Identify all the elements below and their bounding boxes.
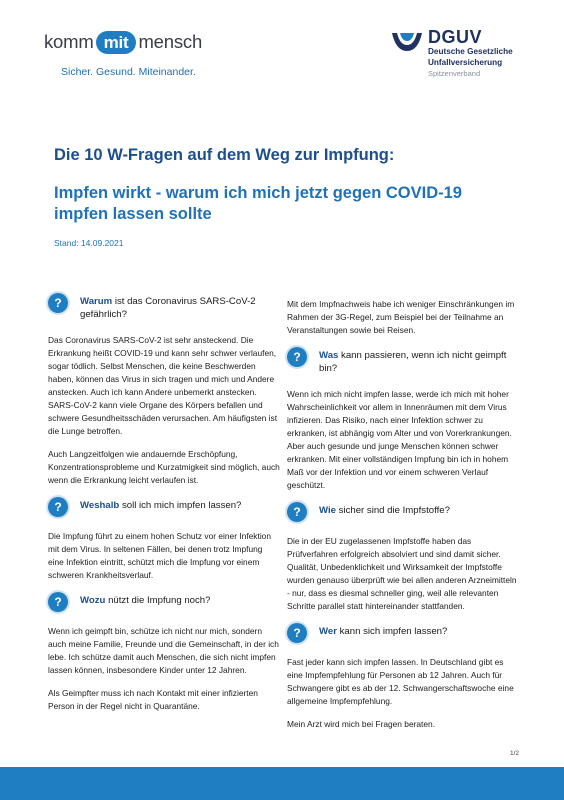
logo-part-mit: mit <box>96 31 137 54</box>
page-number: 1/2 <box>510 750 520 757</box>
question-icon: ? <box>287 502 307 522</box>
right-column <box>287 298 519 741</box>
dguv-line-2: Unfallversicherung <box>428 57 503 67</box>
question-icon: ? <box>287 347 307 367</box>
question-wer <box>287 623 519 643</box>
logo-part-mensch: mensch <box>138 31 203 52</box>
question-text: Wozu nützt die Impfung noch? <box>80 595 211 606</box>
dguv-logo <box>390 27 530 87</box>
kommmitmensch-logo <box>44 30 202 54</box>
stand-date: Stand: 14.09.2021 <box>54 238 124 248</box>
logo-part-komm: komm <box>44 31 94 52</box>
dguv-mark-icon <box>390 29 424 55</box>
question-icon: ? <box>48 293 68 313</box>
question-icon: ? <box>48 592 68 612</box>
paragraph: Die Impfung führt zu einem hohen Schutz vor einer Infektion mit dem Virus. In seltenen Fällen, bei denen trotz Impfung eine Infektion eintritt, schützt mich die Impfung vor einem schweren Krankheitsverlauf. <box>48 531 271 580</box>
paragraph: Mein Arzt wird mich bei Fragen beraten. <box>287 719 436 729</box>
question-warum <box>48 293 280 321</box>
dguv-line-3: Spitzenverband <box>428 69 481 78</box>
paragraph: Wenn ich geimpft bin, schütze ich nicht nur mich, sondern auch meine Familie, Freunde und die Gemeinschaft, in der ich lebe. Ich schütze damit auch Menschen, die sich nicht impfen lassen können, insbesondere Kinder unter 12 Jahren. <box>48 626 279 675</box>
paragraph: Als Geimpfter muss ich nach Kontakt mit einer infizierten Person in der Regel nicht in Quarantäne. <box>48 688 258 711</box>
paragraph: Fast jeder kann sich impfen lassen. In Deutschland gibt es eine Impfempfehlung für Personen ab 12 Jahren. Auch für Schwangere gibt es ab der 12. Schwangerschaftswoche eine allgemeine Impfempfehlung. <box>287 657 514 706</box>
question-text: Weshalb soll ich mich impfen lassen? <box>80 500 242 511</box>
paragraph: Wenn ich mich nicht impfen lasse, werde ich mich mit hoher Wahrscheinlichkeit vor allem in Innenräumen mit dem Virus infizieren. Das Risiko, nach einer Infektion schwer zu erkranken, ist abhängig vom Alter und von Vorerkrankungen. Aber auch gesunde und junge Menschen können schwer erkranken. Mit einer vollständigen Impfung bin ich in hohem Maß vor der Infektion und vor einem schweren Verlauf geschützt. <box>287 389 512 490</box>
left-column <box>48 293 280 723</box>
dguv-line-1: Deutsche Gesetzliche <box>428 47 513 56</box>
paragraph: Mit dem Impfnachweis habe ich weniger Einschränkungen im Rahmen der 3G-Regel, zum Beispiel bei der Teilnahme an Veranstaltungen sowie bei Reisen. <box>287 299 515 335</box>
paragraph: Auch Langzeitfolgen wie andauernde Erschöpfung, Konzentrationsprobleme und Kurzatmigkeit sind möglich, auch wenn die Erkrankung leicht verlaufen ist. <box>48 449 280 485</box>
question-text: Warum ist das Coronavirus SARS-CoV-2 gefährlich? <box>80 296 256 320</box>
paragraph: Die in der EU zugelassenen Impfstoffe haben das Prüfverfahren erfolgreich absolviert und sind damit sicher. Qualität, Unbedenklichkeit und Wirksamkeit der Impfstoffe wurden genauso überprüft wie bei allen anderen Arzneimitteln - nur, dass es diesmal schneller ging, weil alle relevanten Schritte parallel statt hintereinander stattfanden. <box>287 536 517 611</box>
question-wozu <box>48 592 280 612</box>
footer-bar <box>0 767 564 800</box>
question-was <box>287 347 519 375</box>
page-title: Die 10 W-Fragen auf dem Weg zur Impfung: <box>54 146 395 164</box>
dguv-subtitle <box>428 47 513 68</box>
question-text: Wer kann sich impfen lassen? <box>319 626 448 637</box>
question-icon: ? <box>287 623 307 643</box>
paragraph: Das Coronavirus SARS-CoV-2 ist sehr ansteckend. Die Erkrankung heißt COVID-19 und kann sehr schwer verlaufen, sogar tödlich. Selbst Menschen, die keine Beschwerden haben, können das Virus in sich tragen und mich und Andere anstecken. Auch ich kann Andere unbemerkt anstecken. SARS-CoV-2 kann viele Organe des Körpers befallen und schwere Gesundheitsschäden verursachen. Am häufigsten ist die Lunge betroffen. <box>48 335 278 436</box>
question-wie <box>287 502 519 522</box>
question-icon: ? <box>48 497 68 517</box>
slogan: Sicher. Gesund. Miteinander. <box>61 66 196 78</box>
question-weshalb <box>48 497 280 517</box>
page-subtitle: Impfen wirkt - warum ich mich jetzt gegen COVID-19 impfen lassen sollte <box>54 184 462 223</box>
question-text: Wie sicher sind die Impfstoffe? <box>319 505 450 516</box>
dguv-name: DGUV <box>428 27 483 47</box>
question-text: Was kann passieren, wenn ich nicht geimpft bin? <box>319 350 507 374</box>
